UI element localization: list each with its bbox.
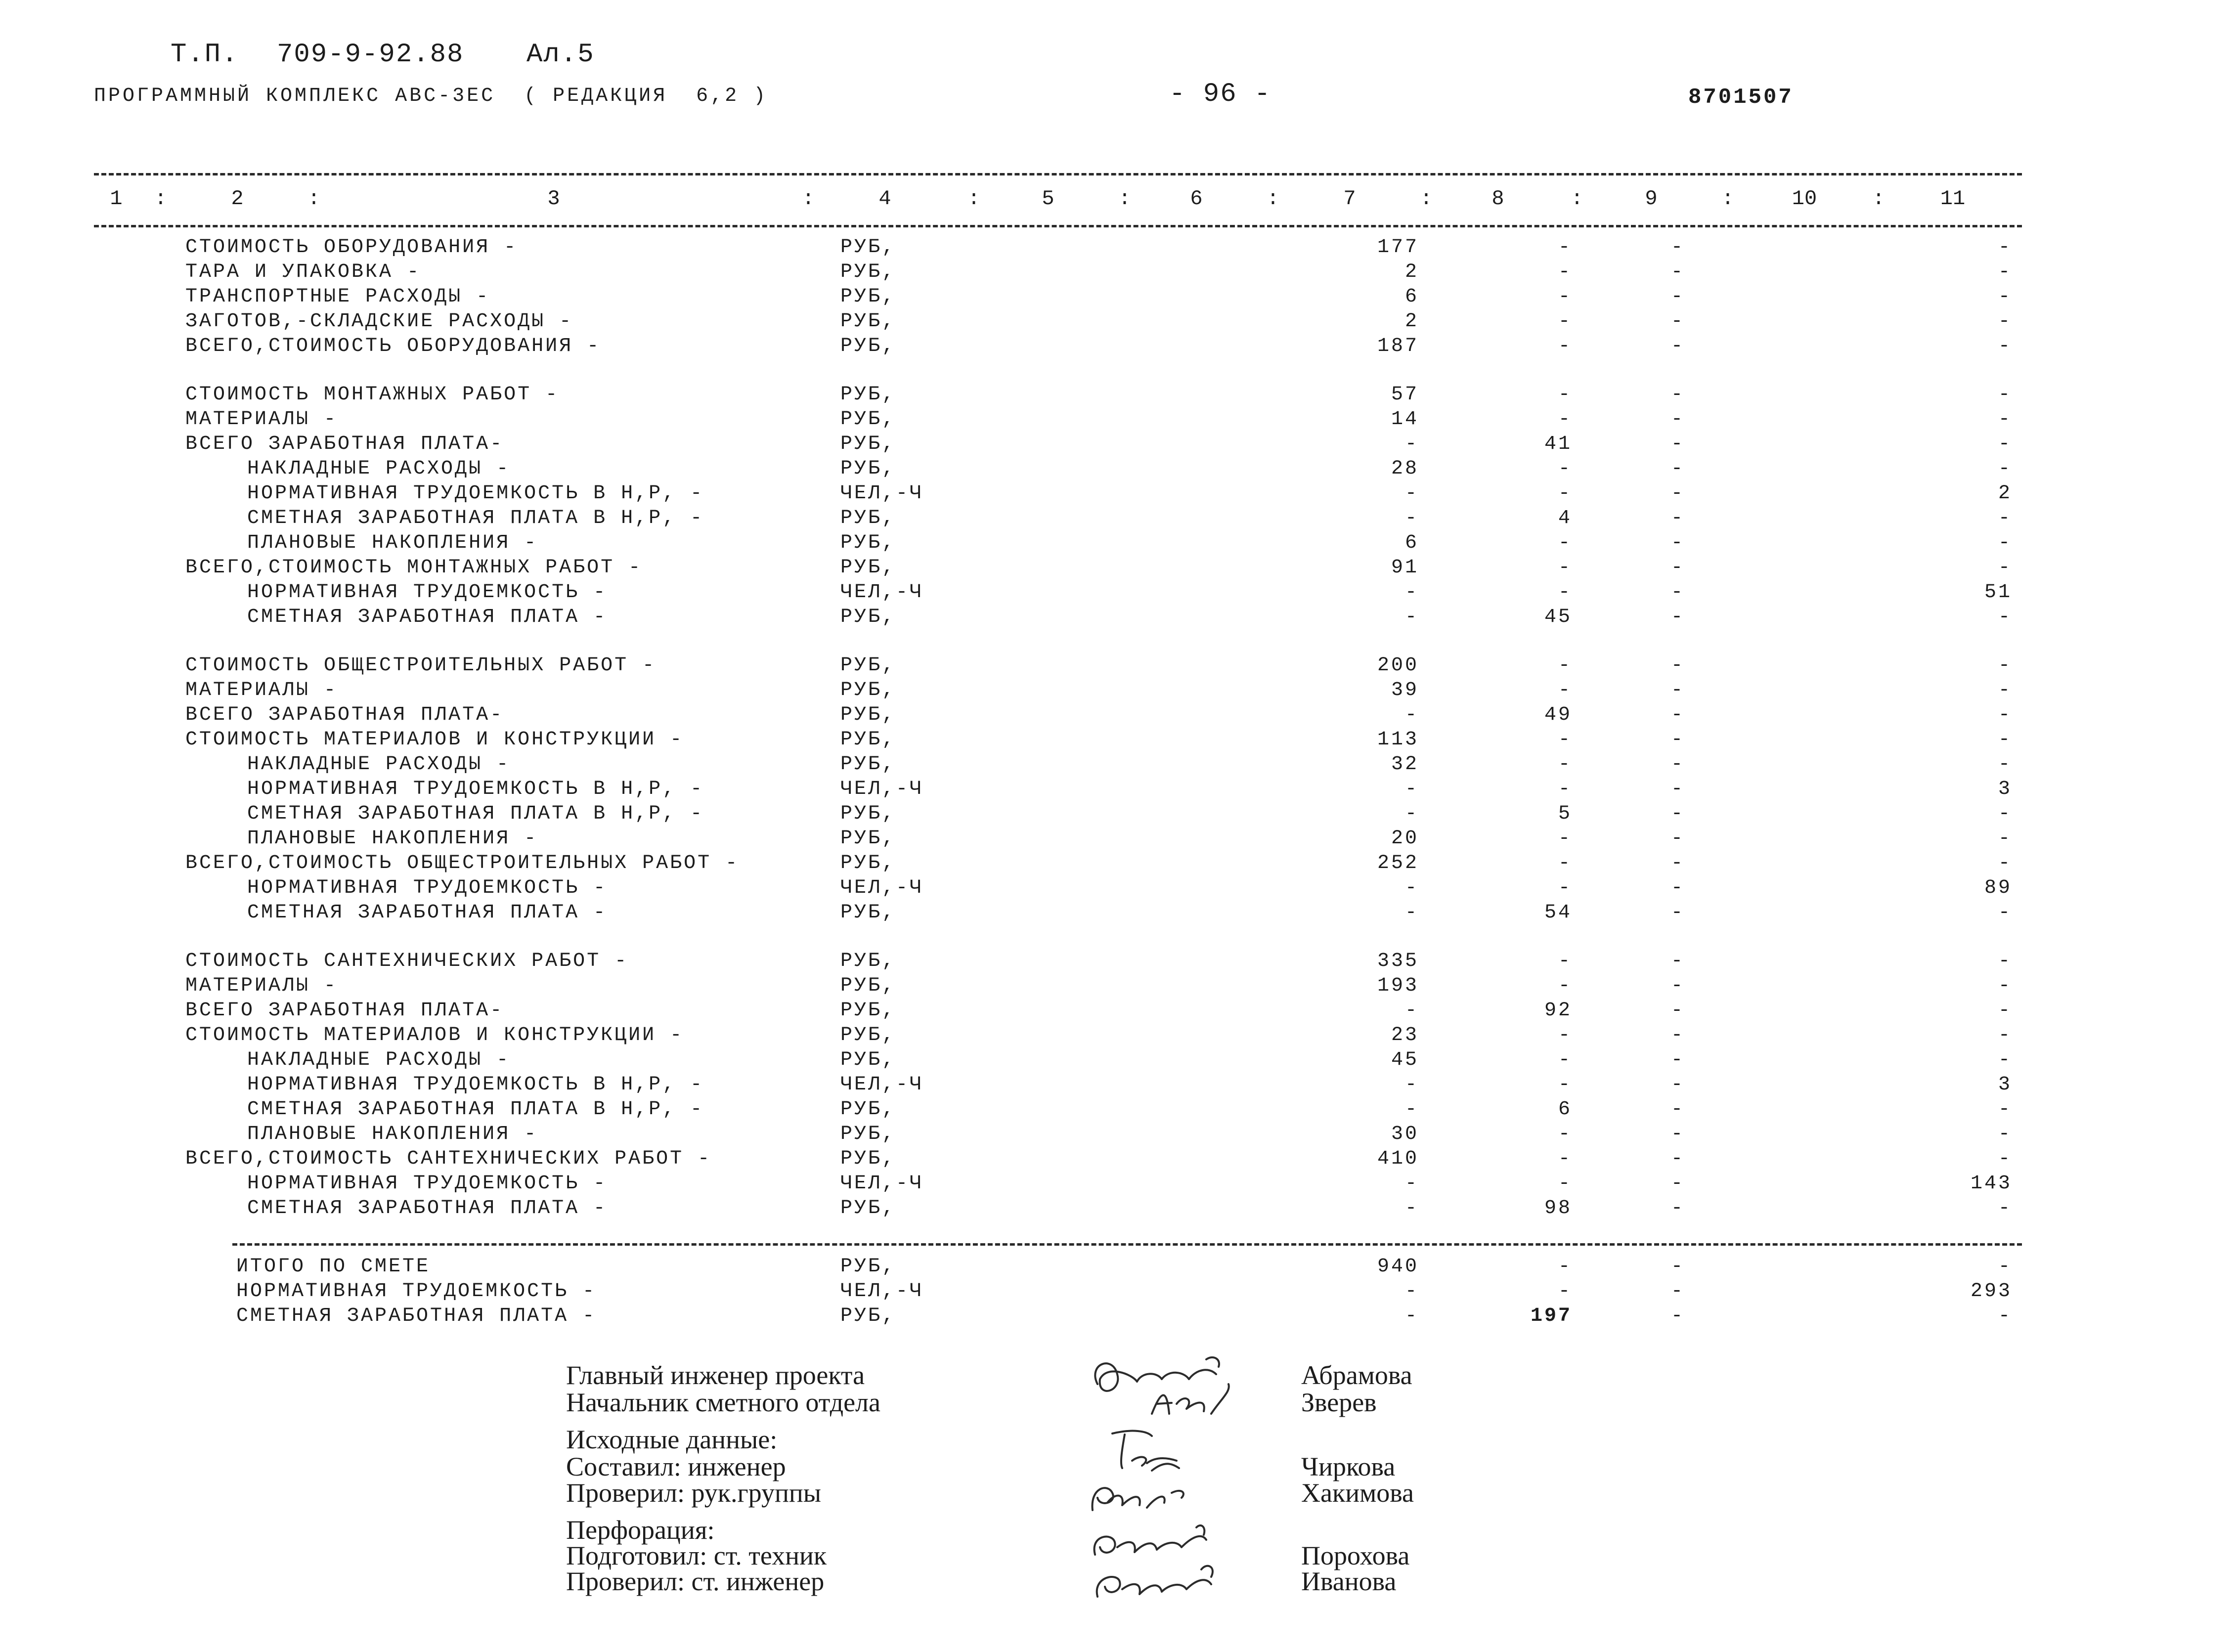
totals-col9: - — [1671, 1305, 1685, 1327]
row-col11: - — [1998, 458, 2012, 480]
row-col8: - — [1558, 975, 1572, 997]
row-col9: - — [1671, 1173, 1685, 1195]
row-col9: - — [1671, 877, 1685, 899]
column-header: 9 — [1645, 187, 1658, 211]
row-col8: - — [1558, 679, 1572, 701]
row-col8: 4 — [1558, 507, 1572, 529]
row-col7: 39 — [1391, 679, 1419, 701]
row-unit: РУБ, — [840, 753, 896, 776]
row-unit: РУБ, — [840, 286, 896, 308]
row-col8: - — [1558, 827, 1572, 850]
header-tp: Т.П. — [171, 40, 239, 70]
row-col8: - — [1558, 335, 1572, 357]
row-col7: 6 — [1404, 286, 1419, 308]
perforation-title: Перфорация: — [566, 1515, 715, 1545]
row-unit: ЧЕЛ,-Ч — [840, 877, 924, 899]
row-col11: 2 — [1998, 482, 2012, 505]
row-col8: - — [1558, 1049, 1572, 1071]
row-unit: РУБ, — [840, 975, 896, 997]
totals-col11: 293 — [1970, 1280, 2012, 1303]
row-unit: РУБ, — [840, 1197, 896, 1219]
row-col8: 45 — [1544, 606, 1572, 628]
row-unit: РУБ, — [840, 335, 896, 357]
row-col9: - — [1671, 1024, 1685, 1046]
row-label: МАТЕРИАЛЫ - — [185, 975, 338, 997]
row-col9: - — [1671, 729, 1685, 751]
row-col7: 193 — [1377, 975, 1419, 997]
row-col7: 113 — [1377, 729, 1419, 751]
row-col11: - — [1998, 729, 2012, 751]
row-unit: РУБ, — [840, 902, 896, 924]
table-top-rule — [94, 173, 2022, 175]
row-col9: - — [1671, 557, 1685, 579]
totals-label: НОРМАТИВНАЯ ТРУДОЕМКОСТЬ - — [236, 1280, 597, 1303]
row-col8: 92 — [1544, 1000, 1572, 1022]
totals-col11: - — [1998, 1256, 2012, 1278]
row-unit: РУБ, — [840, 1024, 896, 1046]
row-col11: - — [1998, 1098, 2012, 1121]
row-unit: РУБ, — [840, 384, 896, 406]
compiled-role: Составил: инженер — [566, 1452, 786, 1481]
row-col8: - — [1558, 778, 1572, 800]
row-col7: - — [1404, 803, 1419, 825]
row-col9: - — [1671, 679, 1685, 701]
row-col11: - — [1998, 950, 2012, 972]
row-col9: - — [1671, 1074, 1685, 1096]
row-unit: РУБ, — [840, 827, 896, 850]
row-label: СТОИМОСТЬ МАТЕРИАЛОВ И КОНСТРУКЦИИ - — [185, 729, 684, 751]
row-label: ПЛАНОВЫЕ НАКОПЛЕНИЯ - — [247, 532, 538, 554]
column-header: 2 — [231, 187, 244, 211]
row-col11: - — [1998, 1024, 2012, 1046]
row-col7: 28 — [1391, 458, 1419, 480]
column-separator: : — [1420, 187, 1433, 211]
row-col9: - — [1671, 1000, 1685, 1022]
row-col11: - — [1998, 606, 2012, 628]
row-col7: 45 — [1391, 1049, 1419, 1071]
row-col8: - — [1558, 581, 1572, 604]
row-col7: - — [1404, 1173, 1419, 1195]
row-col8: - — [1558, 261, 1572, 283]
row-label: НОРМАТИВНАЯ ТРУДОЕМКОСТЬ В Н,Р, - — [247, 1074, 704, 1096]
row-col7: - — [1404, 1000, 1419, 1022]
row-unit: РУБ, — [840, 803, 896, 825]
handwritten-signatures — [1078, 1345, 1285, 1602]
row-col8: 6 — [1558, 1098, 1572, 1121]
row-col7: - — [1404, 482, 1419, 505]
column-header: 8 — [1491, 187, 1504, 211]
row-col8: 98 — [1544, 1197, 1572, 1219]
row-label: ПЛАНОВЫЕ НАКОПЛЕНИЯ - — [247, 1123, 538, 1145]
row-col8: - — [1558, 1123, 1572, 1145]
totals-col8: 197 — [1530, 1305, 1572, 1327]
row-col8: - — [1558, 310, 1572, 333]
page-number: - 96 - — [1169, 79, 1271, 109]
row-label: СМЕТНАЯ ЗАРАБОТНАЯ ПЛАТА - — [247, 1197, 608, 1219]
row-col9: - — [1671, 458, 1685, 480]
row-col9: - — [1671, 803, 1685, 825]
row-col7: - — [1404, 877, 1419, 899]
row-label: ВСЕГО,СТОИМОСТЬ САНТЕХНИЧЕСКИХ РАБОТ - — [185, 1148, 712, 1170]
totals-col7: 940 — [1377, 1256, 1419, 1278]
row-col11: 89 — [1984, 877, 2012, 899]
row-col7: 200 — [1377, 654, 1419, 677]
row-col9: - — [1671, 384, 1685, 406]
totals-label: СМЕТНАЯ ЗАРАБОТНАЯ ПЛАТА - — [236, 1305, 597, 1327]
totals-unit: РУБ, — [840, 1256, 896, 1278]
row-col11: - — [1998, 975, 2012, 997]
row-col11: - — [1998, 1197, 2012, 1219]
row-col8: - — [1558, 236, 1572, 259]
row-col11: - — [1998, 1148, 2012, 1170]
row-col8: - — [1558, 482, 1572, 505]
row-col8: 49 — [1544, 704, 1572, 726]
row-col11: - — [1998, 335, 2012, 357]
row-col11: - — [1998, 507, 2012, 529]
row-col9: - — [1671, 1049, 1685, 1071]
column-separator: : — [1721, 187, 1734, 211]
column-header: 11 — [1940, 187, 1966, 211]
row-label: СТОИМОСТЬ МОНТАЖНЫХ РАБОТ - — [185, 384, 560, 406]
row-col11: - — [1998, 557, 2012, 579]
row-col7: 57 — [1391, 384, 1419, 406]
header-project-number: 709-9-92.88 — [277, 40, 464, 70]
row-col8: - — [1558, 729, 1572, 751]
column-header: 10 — [1792, 187, 1817, 211]
row-col11: 143 — [1970, 1173, 2012, 1195]
column-separator: : — [307, 187, 320, 211]
row-label: ЗАГОТОВ,-СКЛАДСКИЕ РАСХОДЫ - — [185, 310, 573, 333]
row-col8: - — [1558, 1148, 1572, 1170]
row-unit: РУБ, — [840, 532, 896, 554]
row-col11: - — [1998, 902, 2012, 924]
row-col11: 3 — [1998, 778, 2012, 800]
row-col7: 14 — [1391, 408, 1419, 431]
row-col9: - — [1671, 1123, 1685, 1145]
column-header: 6 — [1190, 187, 1203, 211]
row-col7: - — [1404, 1098, 1419, 1121]
row-label: ВСЕГО,СТОИМОСТЬ МОНТАЖНЫХ РАБОТ - — [185, 557, 643, 579]
row-col7: 335 — [1377, 950, 1419, 972]
compiled-name: Чиркова — [1301, 1452, 1396, 1481]
row-col8: - — [1558, 286, 1572, 308]
row-label: НАКЛАДНЫЕ РАСХОДЫ - — [247, 458, 511, 480]
row-label: СМЕТНАЯ ЗАРАБОТНАЯ ПЛАТА В Н,Р, - — [247, 1098, 704, 1121]
row-col9: - — [1671, 335, 1685, 357]
row-col11: 3 — [1998, 1074, 2012, 1096]
row-col9: - — [1671, 902, 1685, 924]
chief-engineer-name: Абрамова — [1301, 1360, 1412, 1390]
row-col11: - — [1998, 261, 2012, 283]
totals-label: ИТОГО ПО СМЕТЕ — [236, 1256, 431, 1278]
row-col8: - — [1558, 532, 1572, 554]
row-col11: - — [1998, 384, 2012, 406]
row-label: СТОИМОСТЬ ОБЩЕСТРОИТЕЛЬНЫХ РАБОТ - — [185, 654, 657, 677]
row-col11: - — [1998, 1123, 2012, 1145]
row-col7: 32 — [1391, 753, 1419, 776]
row-col7: 2 — [1404, 261, 1419, 283]
row-unit: РУБ, — [840, 654, 896, 677]
column-header: 4 — [878, 187, 891, 211]
row-col7: - — [1404, 778, 1419, 800]
row-label: НОРМАТИВНАЯ ТРУДОЕМКОСТЬ - — [247, 581, 608, 604]
row-unit: РУБ, — [840, 679, 896, 701]
row-label: ВСЕГО ЗАРАБОТНАЯ ПЛАТА- — [185, 1000, 504, 1022]
row-col9: - — [1671, 704, 1685, 726]
row-col7: 410 — [1377, 1148, 1419, 1170]
row-unit: РУБ, — [840, 1123, 896, 1145]
row-col9: - — [1671, 975, 1685, 997]
row-label: НАКЛАДНЫЕ РАСХОДЫ - — [247, 753, 511, 776]
source-data-title: Исходные данные: — [566, 1425, 778, 1454]
row-label: ВСЕГО,СТОИМОСТЬ ОБОРУДОВАНИЯ - — [185, 335, 601, 357]
row-unit: РУБ, — [840, 852, 896, 874]
row-col9: - — [1671, 261, 1685, 283]
row-col11: - — [1998, 704, 2012, 726]
row-unit: РУБ, — [840, 458, 896, 480]
row-col11: - — [1998, 753, 2012, 776]
row-col7: 23 — [1391, 1024, 1419, 1046]
row-unit: ЧЕЛ,-Ч — [840, 778, 924, 800]
column-separator: : — [1872, 187, 1885, 211]
row-col8: - — [1558, 557, 1572, 579]
row-label: МАТЕРИАЛЫ - — [185, 408, 338, 431]
row-col9: - — [1671, 852, 1685, 874]
row-label: ВСЕГО,СТОИМОСТЬ ОБЩЕСТРОИТЕЛЬНЫХ РАБОТ - — [185, 852, 740, 874]
row-col11: - — [1998, 1000, 2012, 1022]
row-col7: - — [1404, 507, 1419, 529]
column-separator: : — [1571, 187, 1583, 211]
row-col9: - — [1671, 1098, 1685, 1121]
row-label: СМЕТНАЯ ЗАРАБОТНАЯ ПЛАТА В Н,Р, - — [247, 803, 704, 825]
row-col9: - — [1671, 950, 1685, 972]
totals-col9: - — [1671, 1256, 1685, 1278]
row-col8: - — [1558, 877, 1572, 899]
totals-rule — [232, 1243, 2022, 1246]
row-label: ТРАНСПОРТНЫЕ РАСХОДЫ - — [185, 286, 490, 308]
row-col8: 5 — [1558, 803, 1572, 825]
row-col8: 54 — [1544, 902, 1572, 924]
row-col9: - — [1671, 286, 1685, 308]
column-separator: : — [154, 187, 167, 211]
chief-engineer-role: Главный инженер проекта — [566, 1360, 865, 1390]
row-col9: - — [1671, 236, 1685, 259]
row-unit: РУБ, — [840, 704, 896, 726]
totals-unit: ЧЕЛ,-Ч — [840, 1280, 924, 1303]
row-col11: 51 — [1984, 581, 2012, 604]
row-col8: - — [1558, 1173, 1572, 1195]
row-col11: - — [1998, 433, 2012, 455]
row-label: СМЕТНАЯ ЗАРАБОТНАЯ ПЛАТА В Н,Р, - — [247, 507, 704, 529]
row-col8: - — [1558, 1024, 1572, 1046]
row-label: НАКЛАДНЫЕ РАСХОДЫ - — [247, 1049, 511, 1071]
checked2-role: Проверил: ст. инженер — [566, 1566, 825, 1596]
column-separator: : — [1118, 187, 1131, 211]
column-separator: : — [802, 187, 815, 211]
column-separator: : — [1267, 187, 1279, 211]
row-col11: - — [1998, 852, 2012, 874]
row-col8: - — [1558, 753, 1572, 776]
column-header: 5 — [1042, 187, 1054, 211]
row-col9: - — [1671, 433, 1685, 455]
row-label: СТОИМОСТЬ МАТЕРИАЛОВ И КОНСТРУКЦИИ - — [185, 1024, 684, 1046]
column-header: 1 — [110, 187, 123, 211]
row-col8: - — [1558, 852, 1572, 874]
row-unit: РУБ, — [840, 606, 896, 628]
totals-col9: - — [1671, 1280, 1685, 1303]
row-col7: 30 — [1391, 1123, 1419, 1145]
row-label: СМЕТНАЯ ЗАРАБОТНАЯ ПЛАТА - — [247, 606, 608, 628]
row-label: ТАРА И УПАКОВКА - — [185, 261, 421, 283]
row-unit: ЧЕЛ,-Ч — [840, 1074, 924, 1096]
row-unit: ЧЕЛ,-Ч — [840, 581, 924, 604]
row-label: НОРМАТИВНАЯ ТРУДОЕМКОСТЬ - — [247, 1173, 608, 1195]
row-col8: - — [1558, 384, 1572, 406]
row-col7: - — [1404, 581, 1419, 604]
row-col8: - — [1558, 458, 1572, 480]
row-col9: - — [1671, 532, 1685, 554]
row-col9: - — [1671, 507, 1685, 529]
row-col7: 91 — [1391, 557, 1419, 579]
row-unit: ЧЕЛ,-Ч — [840, 1173, 924, 1195]
totals-col8: - — [1558, 1256, 1572, 1278]
row-unit: РУБ, — [840, 433, 896, 455]
checked-role: Проверил: рук.группы — [566, 1478, 822, 1508]
row-label: СТОИМОСТЬ ОБОРУДОВАНИЯ - — [185, 236, 518, 259]
row-col9: - — [1671, 482, 1685, 505]
row-col7: 20 — [1391, 827, 1419, 850]
row-unit: РУБ, — [840, 1000, 896, 1022]
totals-col7: - — [1404, 1280, 1419, 1303]
row-label: НОРМАТИВНАЯ ТРУДОЕМКОСТЬ В Н,Р, - — [247, 482, 704, 505]
row-col8: 41 — [1544, 433, 1572, 455]
row-col7: 187 — [1377, 335, 1419, 357]
row-col11: - — [1998, 827, 2012, 850]
row-unit: РУБ, — [840, 1148, 896, 1170]
row-unit: РУБ, — [840, 507, 896, 529]
row-col7: - — [1404, 1074, 1419, 1096]
totals-col7: - — [1404, 1305, 1419, 1327]
row-col11: - — [1998, 408, 2012, 431]
row-unit: ЧЕЛ,-Ч — [840, 482, 924, 505]
row-col8: - — [1558, 1074, 1572, 1096]
table-header-rule — [94, 225, 2022, 227]
column-header: 7 — [1343, 187, 1356, 211]
totals-col11: - — [1998, 1305, 2012, 1327]
row-label: ВСЕГО ЗАРАБОТНАЯ ПЛАТА- — [185, 704, 504, 726]
row-col7: - — [1404, 433, 1419, 455]
column-header: 3 — [547, 187, 560, 211]
row-col9: - — [1671, 1148, 1685, 1170]
header-album: Ал.5 — [526, 40, 595, 70]
document-number: 8701507 — [1688, 85, 1794, 110]
checked2-name: Иванова — [1301, 1566, 1397, 1596]
row-col9: - — [1671, 581, 1685, 604]
row-unit: РУБ, — [840, 950, 896, 972]
row-col7: 252 — [1377, 852, 1419, 874]
prepared-role: Подготовил: ст. техник — [566, 1541, 827, 1570]
row-col8: - — [1558, 654, 1572, 677]
row-col9: - — [1671, 606, 1685, 628]
row-label: НОРМАТИВНАЯ ТРУДОЕМКОСТЬ В Н,Р, - — [247, 778, 704, 800]
row-col7: 177 — [1377, 236, 1419, 259]
row-col7: - — [1404, 704, 1419, 726]
row-unit: РУБ, — [840, 310, 896, 333]
row-col9: - — [1671, 654, 1685, 677]
row-label: ПЛАНОВЫЕ НАКОПЛЕНИЯ - — [247, 827, 538, 850]
row-col11: - — [1998, 310, 2012, 333]
row-col9: - — [1671, 408, 1685, 431]
row-col11: - — [1998, 1049, 2012, 1071]
row-col7: 6 — [1404, 532, 1419, 554]
row-col9: - — [1671, 753, 1685, 776]
estimate-head-role: Начальник сметного отдела — [566, 1388, 880, 1417]
row-col11: - — [1998, 286, 2012, 308]
row-unit: РУБ, — [840, 1098, 896, 1121]
row-col11: - — [1998, 803, 2012, 825]
header-program: ПРОГРАММНЫЙ КОМПЛЕКС АВС-3ЕС ( РЕДАКЦИЯ 6,2 ) — [94, 85, 768, 107]
row-col9: - — [1671, 778, 1685, 800]
row-col8: - — [1558, 950, 1572, 972]
row-unit: РУБ, — [840, 1049, 896, 1071]
row-col7: - — [1404, 1197, 1419, 1219]
prepared-name: Порохова — [1301, 1541, 1410, 1570]
row-label: СМЕТНАЯ ЗАРАБОТНАЯ ПЛАТА - — [247, 902, 608, 924]
row-col9: - — [1671, 1197, 1685, 1219]
row-col7: 2 — [1404, 310, 1419, 333]
row-col8: - — [1558, 408, 1572, 431]
row-col11: - — [1998, 236, 2012, 259]
row-col9: - — [1671, 310, 1685, 333]
row-unit: РУБ, — [840, 261, 896, 283]
estimate-head-name: Зверев — [1301, 1388, 1377, 1417]
row-col11: - — [1998, 679, 2012, 701]
row-col7: - — [1404, 902, 1419, 924]
row-col11: - — [1998, 532, 2012, 554]
totals-unit: РУБ, — [840, 1305, 896, 1327]
totals-col8: - — [1558, 1280, 1572, 1303]
row-label: НОРМАТИВНАЯ ТРУДОЕМКОСТЬ - — [247, 877, 608, 899]
row-unit: РУБ, — [840, 729, 896, 751]
row-label: МАТЕРИАЛЫ - — [185, 679, 338, 701]
row-unit: РУБ, — [840, 408, 896, 431]
row-label: ВСЕГО ЗАРАБОТНАЯ ПЛАТА- — [185, 433, 504, 455]
row-unit: РУБ, — [840, 236, 896, 259]
row-col9: - — [1671, 827, 1685, 850]
column-separator: : — [967, 187, 980, 211]
row-col7: - — [1404, 606, 1419, 628]
row-col11: - — [1998, 654, 2012, 677]
row-unit: РУБ, — [840, 557, 896, 579]
row-label: СТОИМОСТЬ САНТЕХНИЧЕСКИХ РАБОТ - — [185, 950, 629, 972]
checked-name: Хакимова — [1301, 1478, 1414, 1508]
